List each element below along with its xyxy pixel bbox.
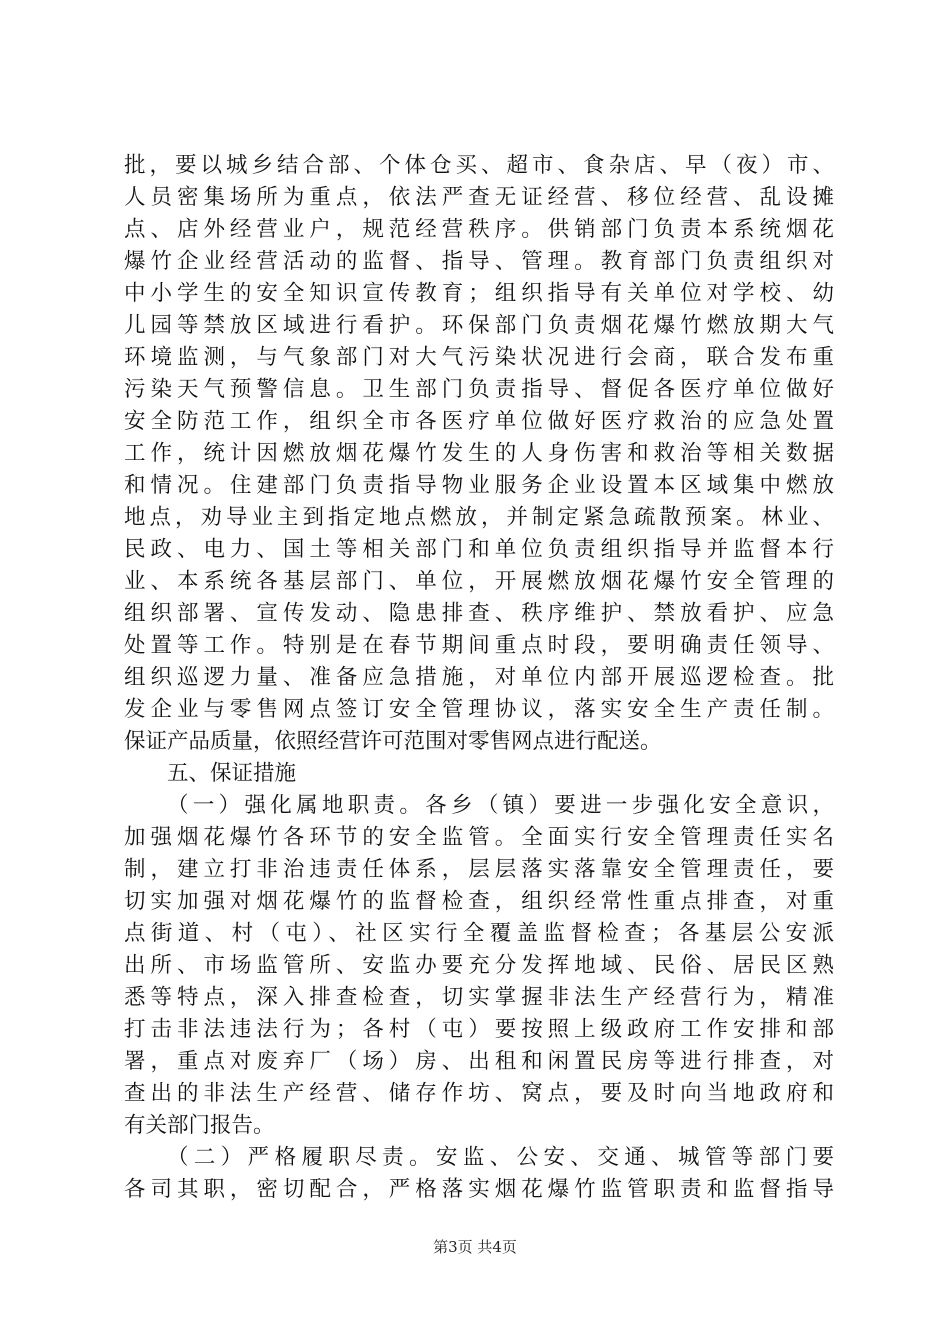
text-line: 保证产品质量，依照经营许可范围对零售网点进行配送。 [124,729,662,754]
text-line: 业、本系统各基层部门、单位，开展燃放烟花爆竹安全管理的 [124,569,834,594]
page-number-label: 第3页 共4页 [433,1238,517,1256]
text-line: 加强烟花爆竹各环节的安全监管。全面实行安全管理责任实名 [124,825,834,850]
paragraph-measure-1 [124,790,834,1142]
text-line: 署，重点对废弃厂（场）房、出租和闲置民房等进行排查，对 [124,1049,834,1074]
text-line: 批，要以城乡结合部、个体仓买、超市、食杂店、早（夜）市、 [124,153,834,178]
text-line: 点、店外经营业户，规范经营秩序。供销部门负责本系统烟花 [124,217,834,242]
text-line: （二）严格履职尽责。安监、公安、交通、城管等部门要 [167,1145,834,1170]
text-line: 中小学生的安全知识宣传教育；组织指导有关单位对学校、幼 [124,281,834,306]
text-line: 儿园等禁放区域进行看护。环保部门负责烟花爆竹燃放期大气 [124,313,834,338]
text-line: 出所、市场监管所、安监办要充分发挥地域、民俗、居民区熟 [124,953,834,978]
text-line: 点街道、村（屯）、社区实行全覆盖监督检查；各基层公安派 [124,921,834,946]
page-footer [0,1236,950,1258]
text-line: 组织巡逻力量、准备应急措施，对单位内部开展巡逻检查。批 [124,665,834,690]
text-line: 各司其职，密切配合，严格落实烟花爆竹监管职责和监督指导 [124,1177,834,1202]
text-line: （一）强化属地职责。各乡（镇）要进一步强化安全意识， [167,793,834,818]
text-line: 制，建立打非治违责任体系，层层落实落靠安全管理责任，要 [124,857,834,882]
text-line: 环境监测，与气象部门对大气污染状况进行会商，联合发布重 [124,345,834,370]
text-line: 切实加强对烟花爆竹的监督检查，组织经常性重点排查，对重 [124,889,834,914]
text-line: 污染天气预警信息。卫生部门负责指导、督促各医疗单位做好 [124,377,834,402]
text-line: 发企业与零售网点签订安全管理协议，落实安全生产责任制。 [124,697,834,722]
text-line: 查出的非法生产经营、储存作坊、窝点，要及时向当地政府和 [124,1081,834,1106]
text-line: 民政、电力、国土等相关部门和单位负责组织指导并监督本行 [124,537,834,562]
paragraph-measure-2 [124,1142,834,1206]
text-line: 处置等工作。特别是在春节期间重点时段，要明确责任领导、 [124,633,834,658]
text-line: 组织部署、宣传发动、隐患排查、秩序维护、禁放看护、应急 [124,601,834,626]
text-line: 工作，统计因燃放烟花爆竹发生的人身伤害和救治等相关数据 [124,441,834,466]
text-line: 人员密集场所为重点，依法严查无证经营、移位经营、乱设摊 [124,185,834,210]
text-line: 悉等特点，深入排查检查，切实掌握非法生产经营行为，精准 [124,985,834,1010]
text-line: 打击非法违法行为；各村（屯）要按照上级政府工作安排和部 [124,1017,834,1042]
text-line: 爆竹企业经营活动的监督、指导、管理。教育部门负责组织对 [124,249,834,274]
paragraph-responsibilities [124,150,834,758]
text-line: 和情况。住建部门负责指导物业服务企业设置本区域集中燃放 [124,473,834,498]
heading-text: 五、保证措施 [167,761,297,786]
text-line: 安全防范工作，组织全市各医疗单位做好医疗救治的应急处置 [124,409,834,434]
text-line: 有关部门报告。 [124,1113,275,1138]
document-body [124,150,834,1206]
section-heading [124,758,834,790]
text-line: 地点，劝导业主到指定地点燃放，并制定紧急疏散预案。林业、 [124,505,834,530]
